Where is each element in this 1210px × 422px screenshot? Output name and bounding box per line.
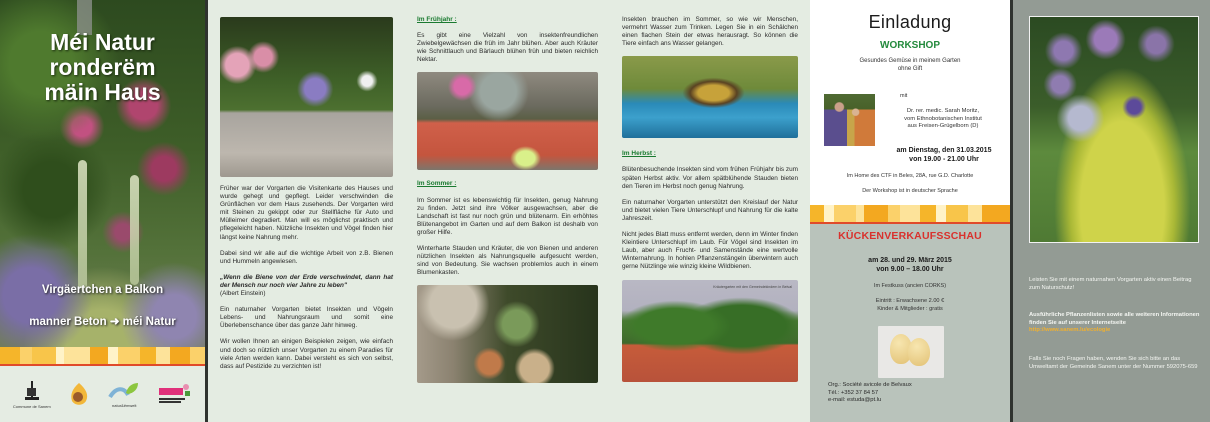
quote-author: (Albert Einstein) [220,290,266,298]
website-link[interactable]: http://www.sanem.lu/ecologie [1029,327,1111,334]
spring-summer-panel [405,0,610,422]
back-panel [1010,0,1210,422]
workshop-date: am Dienstag, den 31.03.2015 von 19.00 - 21.00 Uhr [896,147,992,163]
commune-sanem-logo: Commune de Sanem [13,380,51,409]
intro-paragraph: Dabei sind wir alle auf die wichtige Arbeit von z.B. Bienen und Hummeln angewiesen. [220,249,393,265]
naturemwelt-logo: natur&ëmwelt [108,381,140,408]
decorative-stripe-band [810,205,1010,224]
invitation-panel [810,0,1010,422]
workshop-location: Im Home des CTF in Beles, 28A, rue G.D. Charlotte [846,173,974,179]
spring-paragraph: Es gibt eine Vielzahl von insektenfreundlichen Zwiebelgewächsen die früh im Jahr blühen. Aber auch Kräuter wie Schnittlauch und Bärlauch blühen früh und bieten reichlich Nektar. [417,32,598,64]
speaker-info: Dr. rer. medic. Sarah Moritz, vom Ethnobotanischen Institut aus Freisen-Grügelborn (D) [904,108,982,129]
cover-title-line: ronderëm [49,54,156,80]
speaker-photo [824,94,875,146]
water-paragraph: Insekten brauchen im Sommer, so wie wir Menschen, vermehrt Wasser zum Trinken. Legen Sie in ein Schälchen einen flachen Stein der etwas herausragt. So können die Tiere einfach ans Wasser gelangen. [622,16,798,48]
summer-heading: Im Sommer : [417,180,457,188]
cover-subtitle: Virgäertchen a Balkon [41,284,164,296]
water-autumn-panel [610,0,810,422]
einstein-quote [220,274,393,298]
chick-sale-location: Im Festkuss (ancien CORKS) [873,283,947,289]
cover-tagline [0,314,205,328]
arrow-right-icon: ➜ [109,316,120,328]
partner-logos [0,366,205,422]
wasp-drinking-photo [622,56,798,138]
summer-paragraph: Im Sommer ist es lebenswichtig für Insekten, genug Nahrung zu finden. Jetzt sind ihre Völker ausgewachsen, aber die Landschaft ist fast nur noch grün und blütenarm. Ein erhöhtes Blütenangebot im Garten und auf dem Balkon ist deshalb von großer Hilfe. [417,196,598,236]
flower-garden-photo [1029,16,1199,243]
chick-sale-date: am 28. und 29. März 2015 von 9.00 – 18.00 Uhr [868,257,952,273]
workshop-language: Der Workshop ist in deutscher Sprache [862,188,958,194]
cover-panel [0,0,205,422]
autumn-paragraph: Ein naturnaher Vorgarten unterstützt den Kreislauf der Natur und bietet vielen Tiere Unterschlupf und Nahrung für die kalte Jahreszeit. [622,198,798,222]
back-call-to-action: Leisten Sie mit einem naturnahen Vorgarten aktiv einen Beitrag zum Naturschutz! [1029,277,1192,291]
summer-paragraph: Winterharte Stauden und Kräuter, die von Bienen und anderen nützlichen Insekten als Nahrungsquelle aufgesucht werden, sind von Bedeutung. Sie wachsen problemlos auch in einem Blumenkasten. [417,245,598,277]
cover-title-line: Méi Natur [50,29,155,55]
potted-herbs-photo [417,285,598,383]
chick-sale-section [810,224,1010,422]
front-garden-photo [220,17,393,177]
back-info: Ausführliche Pflanzenlisten sowie alle weiteren Informationen finden Sie auf unserer Internetseite http://www.sanem.lu/ecologie [1029,312,1200,334]
cover-title [0,30,205,105]
herb-garden-photo [622,280,798,382]
autumn-paragraph: Nicht jedes Blatt muss entfernt werden, denn im Winter finden Kleintiere Unterschlupf im Laub. Für Vögel sind Insekten im Laub, aber auch Frucht- und Samenstände eine wertvolle Winternahrung. In hohlen Pflanzenstängeln überwintern auch gerne Nützlinge wie winzig kleine Wildbienen. [622,231,798,271]
intro-paragraph: Ein naturnaher Vorgarten bietet Insekten und Vögeln Lebens- und Nahrungsraum und somit eine Überlebenschance über das ganze Jahr hinweg. [220,306,393,330]
intro-paragraph: Wir wollen Ihnen an einigen Beispielen zeigen, wie einfach und doch so nützlich unser Vorgarten zu einem Paradies für viele Arten werden kann. Dabei versteht es sich von selbst, dass auf Pestizide zu verzichten ist! [220,338,393,370]
maison-de-la-nature-logo [158,383,192,405]
autumn-heading: Im Herbst : [622,150,656,158]
spring-heading: Im Frühjahr : [417,16,457,23]
chick-sale-title: KÜCKENVERKAUFSSCHAU [838,230,982,242]
chicks-photo [878,326,944,378]
intro-paragraph: Früher war der Vorgarten die Visitenkarte des Hauses und wurde gehegt und gepflegt. Leider verschwinden die Grünflächen vor dem Haus zusehends. Der Vorgarten wird mit Steinen zu gekippt oder zur Stellfläche für Auto und Mülleimer degradiert. Man will es möglichst praktisch und pflegeleicht haben. Nützliche Insekten und Vögel finden hier längst keine Nahrung mehr. [220,185,393,241]
workshop-heading: WORKSHOP [880,40,940,51]
bee-logo [68,381,90,407]
decorative-stripe-band [0,347,205,366]
cover-plant-spike [78,160,87,290]
quote-text: „Wenn die Biene von der Erde verschwindet, dann hat der Mensch nur noch vier Jahre zu leben" [220,273,393,289]
organizer-email: e-mail: estuda@pt.lu [828,397,882,403]
tagline-left: manner Beton [29,316,107,328]
intro-panel [205,0,405,422]
organizer-info: Org.: Société avicole de Belvaux Tél.: +352 37 84 57 e-mail: estuda@pt.lu [828,382,912,403]
chick-sale-prices: Eintritt : Erwachsene 2.00 € Kinder & Mitglieder : gratis [875,298,945,312]
workshop-description: Gesundes Gemüse in meinem Garten ohne Gift [859,58,961,72]
cover-title-line: mäin Haus [44,79,161,105]
cover-plant-spike [130,175,139,285]
tagline-right: méi Natur [122,316,176,328]
workshop-invitation [810,0,1010,205]
back-contact: Falls Sie noch Fragen haben, wenden Sie sich bitte an das Umweltamt der Gemeinde Sanem unter der Nummer 592075-659 [1029,356,1198,370]
autumn-paragraph: Blütenbesuchende Insekten sind vom frühen Frühjahr bis zum späten Herbst aktiv. Vor allem spätblühende Stauden bieten den Tieren im Herbst noch genug Nahrung. [622,166,798,190]
photo-caption: Kräutergarten mit den Gemeindekindern in Belval [713,284,792,289]
with-label: mit [900,93,908,99]
planter-box-photo [417,72,598,170]
invitation-title: Einladung [868,12,952,32]
